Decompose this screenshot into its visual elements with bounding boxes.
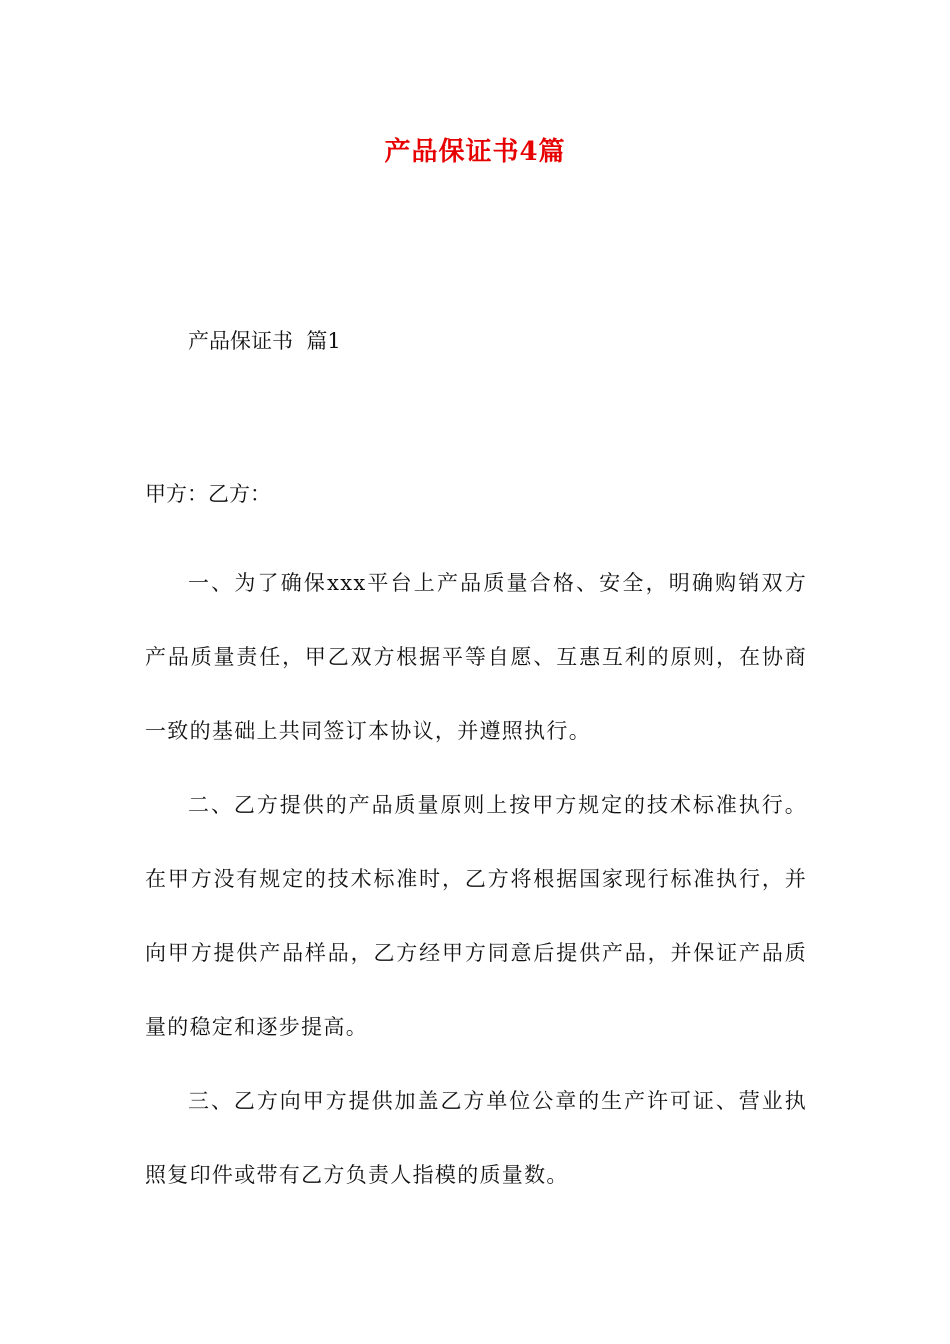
paragraph-1: 一、为了确保xxx平台上产品质量合格、安全，明确购销双方产品质量责任，甲乙双方根据平等自愿、互惠互利的原则，在协商一致的基础上共同签订本协议，并遵照执行。 (145, 571, 807, 743)
paragraph-2: 二、乙方提供的产品质量原则上按甲方规定的技术标准执行。在甲方没有规定的技术标准时，乙方将根据国家现行标准执行，并向甲方提供产品样品，乙方经甲方同意后提供产品，并保证产品质量的稳定和逐步提高。 (145, 793, 807, 1039)
paragraph-3: 三、乙方向甲方提供加盖乙方单位公章的生产许可证、营业执照复印件或带有乙方负责人指模的质量数。 (145, 1089, 807, 1187)
parties-line: 甲方：乙方： (145, 482, 271, 506)
document-body (145, 546, 807, 1212)
document-title: 产品保证书4篇 (384, 137, 566, 167)
section-heading: 产品保证书 篇1 (188, 329, 341, 353)
